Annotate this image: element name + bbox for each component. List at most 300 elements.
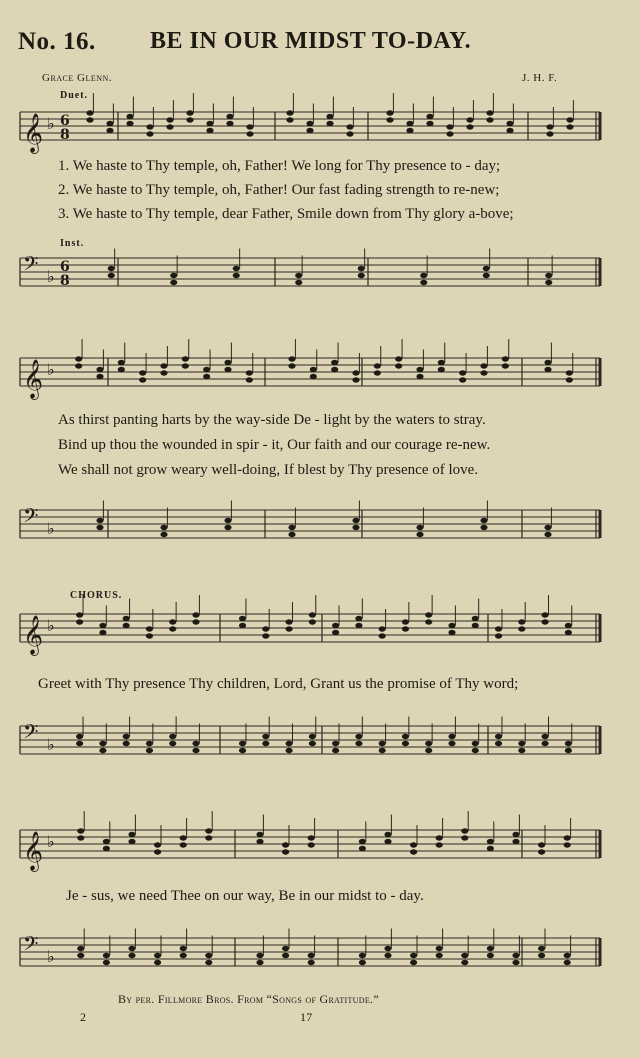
note-head: [506, 121, 513, 126]
note-head: [566, 124, 573, 129]
note-head: [565, 748, 572, 753]
note-head: [425, 741, 432, 746]
note-head: [288, 525, 295, 530]
note-head: [436, 835, 443, 840]
note-head: [506, 128, 513, 133]
treble-clef-icon: 𝄞: [23, 615, 44, 655]
note-head: [472, 748, 479, 753]
note-head: [205, 953, 212, 958]
note-head: [286, 117, 293, 122]
note-head: [285, 741, 292, 746]
note-head: [226, 121, 233, 126]
note-head: [544, 525, 551, 530]
flat-icon: ♭: [47, 947, 55, 966]
note-head: [425, 619, 432, 624]
note-head: [99, 741, 106, 746]
note-head: [438, 360, 445, 365]
treble-staff-3: [0, 610, 640, 655]
note-head: [160, 525, 167, 530]
note-head: [123, 734, 130, 739]
note-head: [410, 953, 417, 958]
note-head: [352, 518, 359, 523]
note-head: [538, 953, 545, 958]
note-head: [180, 842, 187, 847]
note-head: [309, 734, 316, 739]
note-head: [118, 360, 125, 365]
note-head: [448, 623, 455, 628]
note-head: [128, 832, 135, 837]
note-head: [480, 370, 487, 375]
permission-credit: By per. Fillmore Bros. From “Songs of Gratitude.”: [118, 992, 379, 1006]
note-head: [154, 849, 161, 854]
note-head: [192, 619, 199, 624]
note-head: [355, 623, 362, 628]
note-head: [146, 131, 153, 136]
note-head: [224, 525, 231, 530]
note-head: [359, 960, 366, 965]
bass-clef-icon: 𝄢: [23, 932, 39, 960]
note-head: [282, 953, 289, 958]
note-head: [288, 532, 295, 537]
note-head: [446, 124, 453, 129]
note-head: [286, 110, 293, 115]
note-head: [262, 734, 269, 739]
note-head: [108, 266, 115, 271]
note-head: [77, 953, 84, 958]
note-head: [256, 953, 263, 958]
note-head: [103, 839, 110, 844]
note-head: [436, 953, 443, 958]
note-head: [420, 280, 427, 285]
time-signature-top: 6: [60, 259, 70, 275]
flat-icon: ♭: [47, 114, 55, 133]
note-head: [406, 128, 413, 133]
note-head: [518, 741, 525, 746]
composer-credit: J. H. F.: [522, 72, 558, 84]
note-head: [180, 835, 187, 840]
verse-line-2: 2. We haste to Thy temple, oh, Father! Our fast fading strength to re-new;: [58, 182, 500, 198]
note-head: [518, 748, 525, 753]
note-head: [358, 273, 365, 278]
note-head: [206, 128, 213, 133]
note-head: [262, 741, 269, 746]
note-head: [160, 363, 167, 368]
note-head: [203, 374, 210, 379]
note-head: [495, 626, 502, 631]
note-head: [541, 741, 548, 746]
note-head: [76, 741, 83, 746]
note-head: [544, 360, 551, 365]
note-head: [123, 616, 130, 621]
note-head: [459, 370, 466, 375]
note-head: [128, 839, 135, 844]
note-head: [309, 612, 316, 617]
note-head: [352, 370, 359, 375]
note-head: [186, 117, 193, 122]
note-head: [495, 633, 502, 638]
page-mark-left: 2: [80, 1010, 87, 1024]
note-head: [352, 377, 359, 382]
note-head: [425, 748, 432, 753]
note-head: [308, 842, 315, 847]
note-head: [75, 363, 82, 368]
note-head: [128, 946, 135, 951]
note-head: [256, 832, 263, 837]
note-head: [77, 828, 84, 833]
note-head: [106, 128, 113, 133]
note-head: [169, 741, 176, 746]
inst-marker: Inst.: [60, 238, 85, 249]
note-head: [306, 128, 313, 133]
note-head: [256, 839, 263, 844]
note-head: [425, 612, 432, 617]
note-head: [512, 839, 519, 844]
verse-line-4: As thirst panting harts by the way-side De - light by the waters to stray.: [58, 412, 486, 428]
note-head: [402, 734, 409, 739]
note-head: [103, 846, 110, 851]
chorus-marker: CHORUS.: [70, 590, 123, 601]
note-head: [77, 946, 84, 951]
note-head: [565, 741, 572, 746]
note-head: [395, 356, 402, 361]
note-head: [308, 835, 315, 840]
note-head: [96, 525, 103, 530]
bass-staff-1: [0, 254, 640, 294]
note-head: [192, 612, 199, 617]
note-head: [565, 623, 572, 628]
note-head: [326, 114, 333, 119]
note-head: [239, 748, 246, 753]
note-head: [76, 734, 83, 739]
lyricist-credit: Grace Glenn.: [42, 72, 113, 84]
note-head: [295, 273, 302, 278]
note-head: [154, 953, 161, 958]
note-head: [379, 633, 386, 638]
note-head: [169, 626, 176, 631]
note-head: [108, 273, 115, 278]
note-head: [205, 960, 212, 965]
time-signature-top: 6: [60, 113, 70, 129]
note-head: [169, 734, 176, 739]
note-head: [182, 356, 189, 361]
verse-line-5: Bind up thou the wounded in spir - it, Our faith and our courage re-new.: [58, 437, 491, 453]
note-head: [461, 953, 468, 958]
note-head: [99, 623, 106, 628]
flat-icon: ♭: [47, 616, 55, 635]
note-head: [146, 741, 153, 746]
note-head: [355, 616, 362, 621]
flat-icon: ♭: [47, 360, 55, 379]
note-head: [538, 946, 545, 951]
note-head: [487, 846, 494, 851]
note-head: [410, 960, 417, 965]
note-head: [355, 734, 362, 739]
note-head: [77, 835, 84, 840]
note-head: [282, 842, 289, 847]
note-head: [416, 525, 423, 530]
note-head: [379, 748, 386, 753]
flat-icon: ♭: [47, 267, 55, 286]
treble-staff-2: [0, 354, 640, 399]
note-head: [76, 619, 83, 624]
note-head: [518, 619, 525, 624]
note-head: [233, 273, 240, 278]
note-head: [246, 131, 253, 136]
treble-clef-icon: 𝄞: [23, 359, 44, 399]
note-head: [416, 532, 423, 537]
note-head: [99, 630, 106, 635]
note-head: [206, 121, 213, 126]
note-head: [139, 370, 146, 375]
note-head: [96, 367, 103, 372]
note-head: [262, 633, 269, 638]
note-head: [384, 839, 391, 844]
note-head: [545, 273, 552, 278]
bass-clef-icon: 𝄢: [23, 504, 39, 532]
duet-marker: Duet.: [60, 90, 89, 101]
note-head: [326, 121, 333, 126]
note-head: [386, 110, 393, 115]
bass-clef-icon: 𝄢: [23, 720, 39, 748]
treble-clef-icon: 𝄞: [23, 831, 44, 871]
note-head: [170, 280, 177, 285]
bass-staff-4: [0, 934, 640, 974]
note-head: [352, 525, 359, 530]
note-head: [180, 953, 187, 958]
note-head: [331, 360, 338, 365]
note-head: [262, 626, 269, 631]
note-head: [154, 960, 161, 965]
note-head: [308, 960, 315, 965]
note-head: [192, 748, 199, 753]
note-head: [332, 748, 339, 753]
note-head: [310, 374, 317, 379]
note-head: [564, 842, 571, 847]
treble-staff-4: [0, 826, 640, 871]
note-head: [246, 377, 253, 382]
note-head: [426, 121, 433, 126]
note-head: [566, 370, 573, 375]
note-head: [256, 960, 263, 965]
note-head: [448, 741, 455, 746]
note-head: [564, 953, 571, 958]
note-head: [192, 741, 199, 746]
note-head: [166, 124, 173, 129]
note-head: [182, 363, 189, 368]
flat-icon: ♭: [47, 832, 55, 851]
note-head: [483, 266, 490, 271]
note-head: [466, 117, 473, 122]
note-head: [420, 273, 427, 278]
note-head: [76, 612, 83, 617]
treble-staff-1: [0, 108, 640, 153]
note-head: [246, 124, 253, 129]
note-head: [448, 734, 455, 739]
note-head: [139, 377, 146, 382]
note-head: [96, 374, 103, 379]
note-head: [239, 741, 246, 746]
note-head: [402, 619, 409, 624]
chorus-line-2: Je - sus, we need Thee on our way, Be in our midst to - day.: [66, 888, 424, 904]
verse-line-3: 3. We haste to Thy temple, dear Father, Smile down from Thy glory a-bove;: [58, 206, 514, 222]
note-head: [239, 623, 246, 628]
note-head: [438, 367, 445, 372]
note-head: [486, 110, 493, 115]
note-head: [480, 363, 487, 368]
note-head: [486, 117, 493, 122]
note-head: [146, 124, 153, 129]
note-head: [310, 367, 317, 372]
note-head: [205, 835, 212, 840]
note-head: [118, 367, 125, 372]
time-signature-bottom: 8: [60, 127, 70, 143]
note-head: [359, 953, 366, 958]
note-head: [285, 626, 292, 631]
note-head: [480, 518, 487, 523]
note-head: [512, 832, 519, 837]
note-head: [169, 619, 176, 624]
note-head: [384, 946, 391, 951]
note-head: [332, 630, 339, 635]
note-head: [512, 953, 519, 958]
hymn-title: BE IN OUR MIDST TO-DAY.: [150, 28, 472, 54]
note-head: [379, 626, 386, 631]
note-head: [487, 946, 494, 951]
note-head: [379, 741, 386, 746]
note-head: [186, 110, 193, 115]
bass-staff-3: [0, 722, 640, 762]
note-head: [282, 849, 289, 854]
page-number: 17: [300, 1010, 313, 1024]
note-head: [502, 356, 509, 361]
note-head: [288, 356, 295, 361]
flat-icon: ♭: [47, 735, 55, 754]
note-head: [309, 619, 316, 624]
note-head: [466, 124, 473, 129]
note-head: [446, 131, 453, 136]
note-head: [384, 832, 391, 837]
note-head: [472, 623, 479, 628]
note-head: [308, 953, 315, 958]
note-head: [461, 835, 468, 840]
note-head: [309, 741, 316, 746]
note-head: [410, 842, 417, 847]
note-head: [332, 623, 339, 628]
note-head: [502, 363, 509, 368]
note-head: [285, 748, 292, 753]
note-head: [224, 518, 231, 523]
note-head: [436, 842, 443, 847]
note-head: [246, 370, 253, 375]
note-head: [123, 623, 130, 628]
note-head: [538, 849, 545, 854]
note-head: [374, 370, 381, 375]
note-head: [402, 626, 409, 631]
note-head: [448, 630, 455, 635]
note-head: [224, 360, 231, 365]
note-head: [146, 748, 153, 753]
bass-staff-2: [0, 506, 640, 546]
note-head: [410, 849, 417, 854]
note-head: [96, 518, 103, 523]
note-head: [331, 367, 338, 372]
verse-line-1: 1. We haste to Thy temple, oh, Father! We long for Thy presence to - day;: [58, 158, 501, 174]
note-head: [538, 842, 545, 847]
note-head: [285, 619, 292, 624]
note-head: [203, 367, 210, 372]
note-head: [106, 121, 113, 126]
verse-line-6: We shall not grow weary well-doing, If blest by Thy presence of love.: [58, 462, 479, 478]
note-head: [436, 946, 443, 951]
note-head: [295, 280, 302, 285]
note-head: [564, 835, 571, 840]
note-head: [426, 114, 433, 119]
note-head: [359, 839, 366, 844]
note-head: [359, 846, 366, 851]
flat-icon: ♭: [47, 519, 55, 538]
note-head: [541, 612, 548, 617]
note-head: [480, 525, 487, 530]
bass-clef-icon: 𝄢: [23, 252, 39, 280]
hymn-number: No. 16.: [18, 28, 96, 55]
note-head: [546, 131, 553, 136]
note-head: [146, 633, 153, 638]
note-head: [545, 280, 552, 285]
note-head: [544, 367, 551, 372]
note-head: [282, 946, 289, 951]
note-head: [459, 377, 466, 382]
note-head: [495, 741, 502, 746]
note-head: [472, 741, 479, 746]
note-head: [306, 121, 313, 126]
note-head: [386, 117, 393, 122]
note-head: [160, 370, 167, 375]
note-head: [544, 532, 551, 537]
note-head: [126, 121, 133, 126]
note-head: [128, 953, 135, 958]
treble-clef-icon: 𝄞: [23, 113, 44, 153]
chorus-line-1: Greet with Thy presence Thy children, Lord, Grant us the promise of Thy word;: [38, 676, 519, 692]
note-head: [180, 946, 187, 951]
note-head: [103, 953, 110, 958]
note-head: [487, 839, 494, 844]
note-head: [472, 616, 479, 621]
note-head: [416, 367, 423, 372]
note-head: [288, 363, 295, 368]
note-head: [154, 842, 161, 847]
note-head: [146, 626, 153, 631]
note-head: [358, 266, 365, 271]
note-head: [205, 828, 212, 833]
note-head: [566, 117, 573, 122]
note-head: [86, 117, 93, 122]
note-head: [224, 367, 231, 372]
time-signature-bottom: 8: [60, 273, 70, 289]
note-head: [565, 630, 572, 635]
note-head: [487, 953, 494, 958]
note-head: [518, 626, 525, 631]
note-head: [416, 374, 423, 379]
note-head: [374, 363, 381, 368]
note-head: [239, 616, 246, 621]
note-head: [160, 532, 167, 537]
note-head: [126, 114, 133, 119]
note-head: [166, 117, 173, 122]
note-head: [564, 960, 571, 965]
note-head: [226, 114, 233, 119]
note-head: [541, 619, 548, 624]
note-head: [566, 377, 573, 382]
